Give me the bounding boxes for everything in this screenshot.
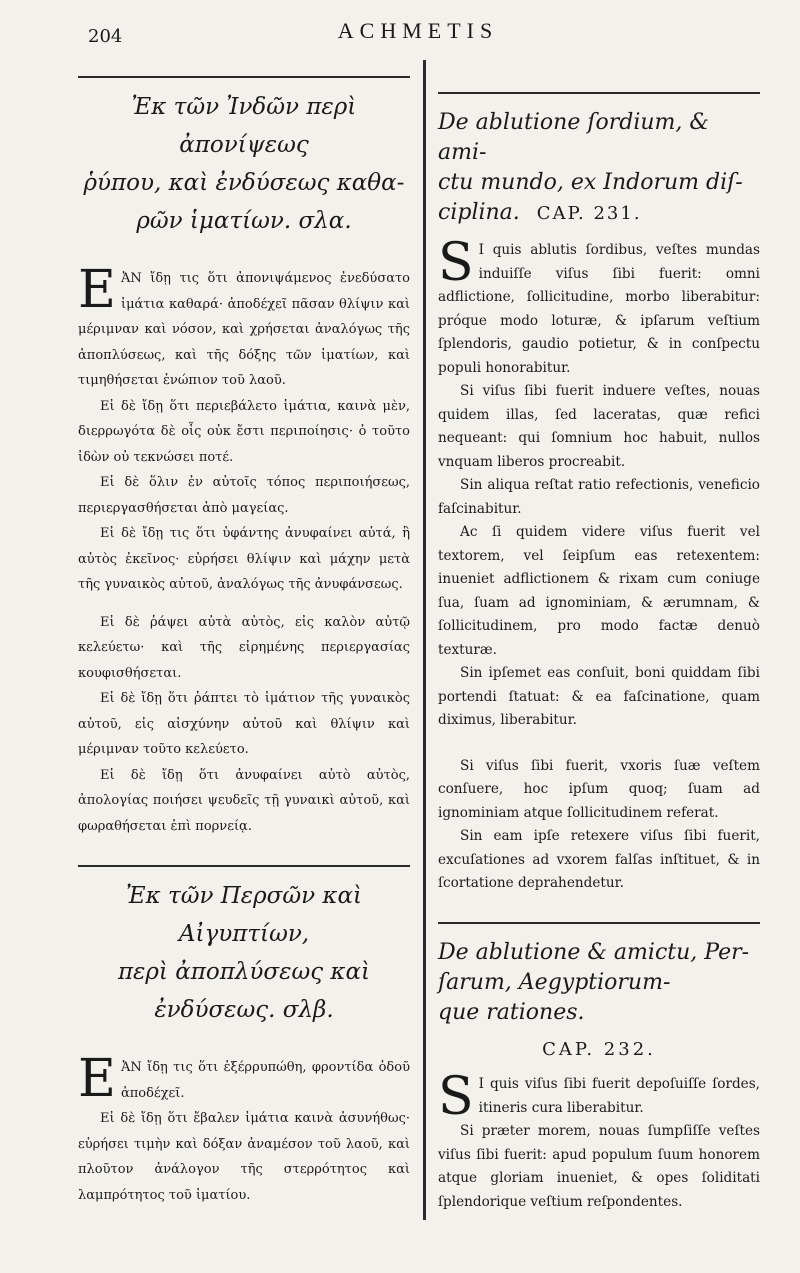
greek-paragraph: Εἰ δὲ ἴδῃ ὅτι ἀνυφαίνει αὐτὸ αὐτὸς, ἀπολογίας ποιήσει ψευδεῖς τῇ γυναικὶ αὐτοῦ, καὶ φωραθήσεται ἐπὶ πορνείᾳ.: [78, 767, 410, 834]
latin-paragraph: Si viſus ſibi fuerit induere veſtes, nouas quidem illas, ſed laceratas, quæ refici nequeant: qui ſomnium hoc habuit, nullos vnquam liberos procreabit.: [438, 383, 760, 470]
section-rule: [438, 922, 760, 924]
section-rule: [78, 76, 410, 78]
latin-paragraph: Sin eam ipſe retexere viſus ſibi fuerit, excuſationes ad vxorem falſas inſtituet, & in ſcortatione deprahendetur.: [438, 828, 760, 891]
greek-paragraph: Εἰ δὲ ἴδῃ τις ὅτι ὑφάντης ἀνυφαίνει αὐτά, ἢ αὐτὸς ἐκεῖνος· εὑρήσει θλίψιν καὶ μάχην μετὰ τῆς γυναικὸς αὐτοῦ, ἀναλόγως τῆς ἀνυφάνσεως.: [78, 526, 410, 592]
latin-paragraph: Sin aliqua reſtat ratio refectionis, veneficio faſcinabitur.: [438, 477, 760, 517]
greek-chapter-231-title: Ἐκ τῶν Ἰνδῶν περὶ ἀπονίψεως ῥύπου, καὶ ἐνδύσεως καθα- ρῶν ἱματίων. σλα.: [83, 94, 405, 234]
latin-paragraph: Ac ſi quidem videre viſus fuerit vel textorem, vel ſeipſum eas retexentem: inueniet adflictionem & rixam cum coniuge ſua, ſuam ad ignominiam, & ærumnam, & ſollicitudinem, pro modo factæ denuò texturæ.: [438, 524, 760, 658]
latin-column: [438, 72, 760, 1214]
latin-chapter-231-title: De ablutione ſordium, & ami- ctu mundo, ex Indorum diſ- ciplina. CAP. 231.: [438, 110, 743, 225]
greek-paragraph: Εἰ δὲ ἴδῃ ὅτι περιεβάλετο ἱμάτια, καινὰ μὲν, διερρωγότα δὲ οἷς οὐκ ἔστι περιποίησις· ὁ τοῦτο ἰδὼν οὐ τεκνώσει ποτέ.: [78, 398, 410, 465]
greek-paragraph: Εἰ δὲ ῥάψει αὐτὰ αὐτὸς, εἰς καλὸν αὐτῷ κελεύετω· καὶ τῆς εἰρημένης περιεργασίας κουφισθήσεται.: [78, 614, 410, 681]
page-number: 204: [88, 26, 123, 47]
greek-paragraph: Εἰ δὲ ὅλιν ἐν αὐτοῖς τόπος περιποιήσεως, περιεργασθήσεται ἀπὸ μαγείας.: [78, 475, 410, 516]
chapter-number: CAP. 231.: [536, 203, 642, 224]
greek-paragraph: Εἰ δὲ ἴδῃ ὅτι ἔβαλεν ἱμάτια καινὰ ἀσυνήθως· εὑρήσει τιμὴν καὶ δόξαν ἀναμέσον τοῦ λαοῦ, καὶ πλοῦτον ἀνάλογον τῆς στερρότητος καὶ λαμπρότητος τοῦ ἱματίου.: [78, 1111, 410, 1203]
latin-paragraph: Si viſus ſibi fuerit, vxoris ſuæ veſtem conſuere, hoc ipſum quoq; ſuam ad ignominiam atque ſollicitudinem referat.: [438, 757, 760, 821]
latin-chapter-232-title: De ablutione & amictu, Per- ſarum, Aegyptiorum- que rationes.: [438, 939, 750, 1025]
section-rule: [78, 865, 410, 867]
running-head: [88, 14, 748, 54]
greek-column: [78, 72, 410, 1208]
latin-paragraph: SI quis viſus ſibi fuerit depoſuiſſe ſordes, itineris cura liberabitur.: [438, 1067, 760, 1127]
greek-paragraph: ΕἈΝ ἴδῃ τις ὅτι ἐξέρρυπώθη, φροντίδα ὁδοῦ ἀποδέχεῖ.: [78, 1049, 410, 1109]
column-divider: [423, 60, 426, 1220]
greek-chapter-232-title: Ἐκ τῶν Περσῶν καὶ Αἰγυπτίων, περὶ ἀποπλύσεως καὶ ἐνδύσεως. σλβ.: [117, 883, 371, 1023]
latin-paragraph: SI quis ablutis ſordibus, veſtes mundas induiſſe viſus ſibi fuerit: omni adflictione, ſollicitudine, morbo liberabitur: próque modo loturæ, & ipſarum veſtium ſplendoris, gaudio potietur, & in conſpectu populi honorabitur.: [438, 233, 760, 376]
section-rule: [438, 92, 760, 94]
running-title: ACHMETIS: [337, 18, 499, 43]
greek-paragraph: ΕἈΝ ἴδῃ τις ὅτι ἀπονιψάμενος ἐνεδύσατο ἱμάτια καθαρά· ἀποδέχεῖ πᾶσαν θλίψιν καὶ μέριμναν καὶ νόσον, καὶ χρήσεται ἀναλόγως τῆς ἀποπλύσεως, καὶ τῆς δόξης τῶν ἱματίων, καὶ τιμηθήσεται ἐνώπιον τοῦ λαοῦ.: [78, 260, 410, 388]
chapter-number: CAP. 232.: [542, 1038, 656, 1060]
latin-paragraph: Si præter morem, nouas ſumpſiſſe veſtes viſus ſibi fuerit: apud populum ſuum honorem atque gloriam inueniet, & opes ſoliditati ſplendorique veſtium reſpondentes.: [438, 1123, 760, 1210]
greek-paragraph: Εἰ δὲ ἴδῃ ὅτι ῥάπτει τὸ ἱμάτιον τῆς γυναικὸς αὐτοῦ, εἰς αἰσχύνην αὐτοῦ καὶ θλίψιν καὶ μέριμναν τοῦτο κελεύετο.: [78, 691, 410, 757]
latin-paragraph: Sin ipſemet eas conſuit, boni quiddam ſibi portendi ſtatuat: & ea faſcinatione, quam diximus, liberabitur.: [438, 665, 760, 728]
